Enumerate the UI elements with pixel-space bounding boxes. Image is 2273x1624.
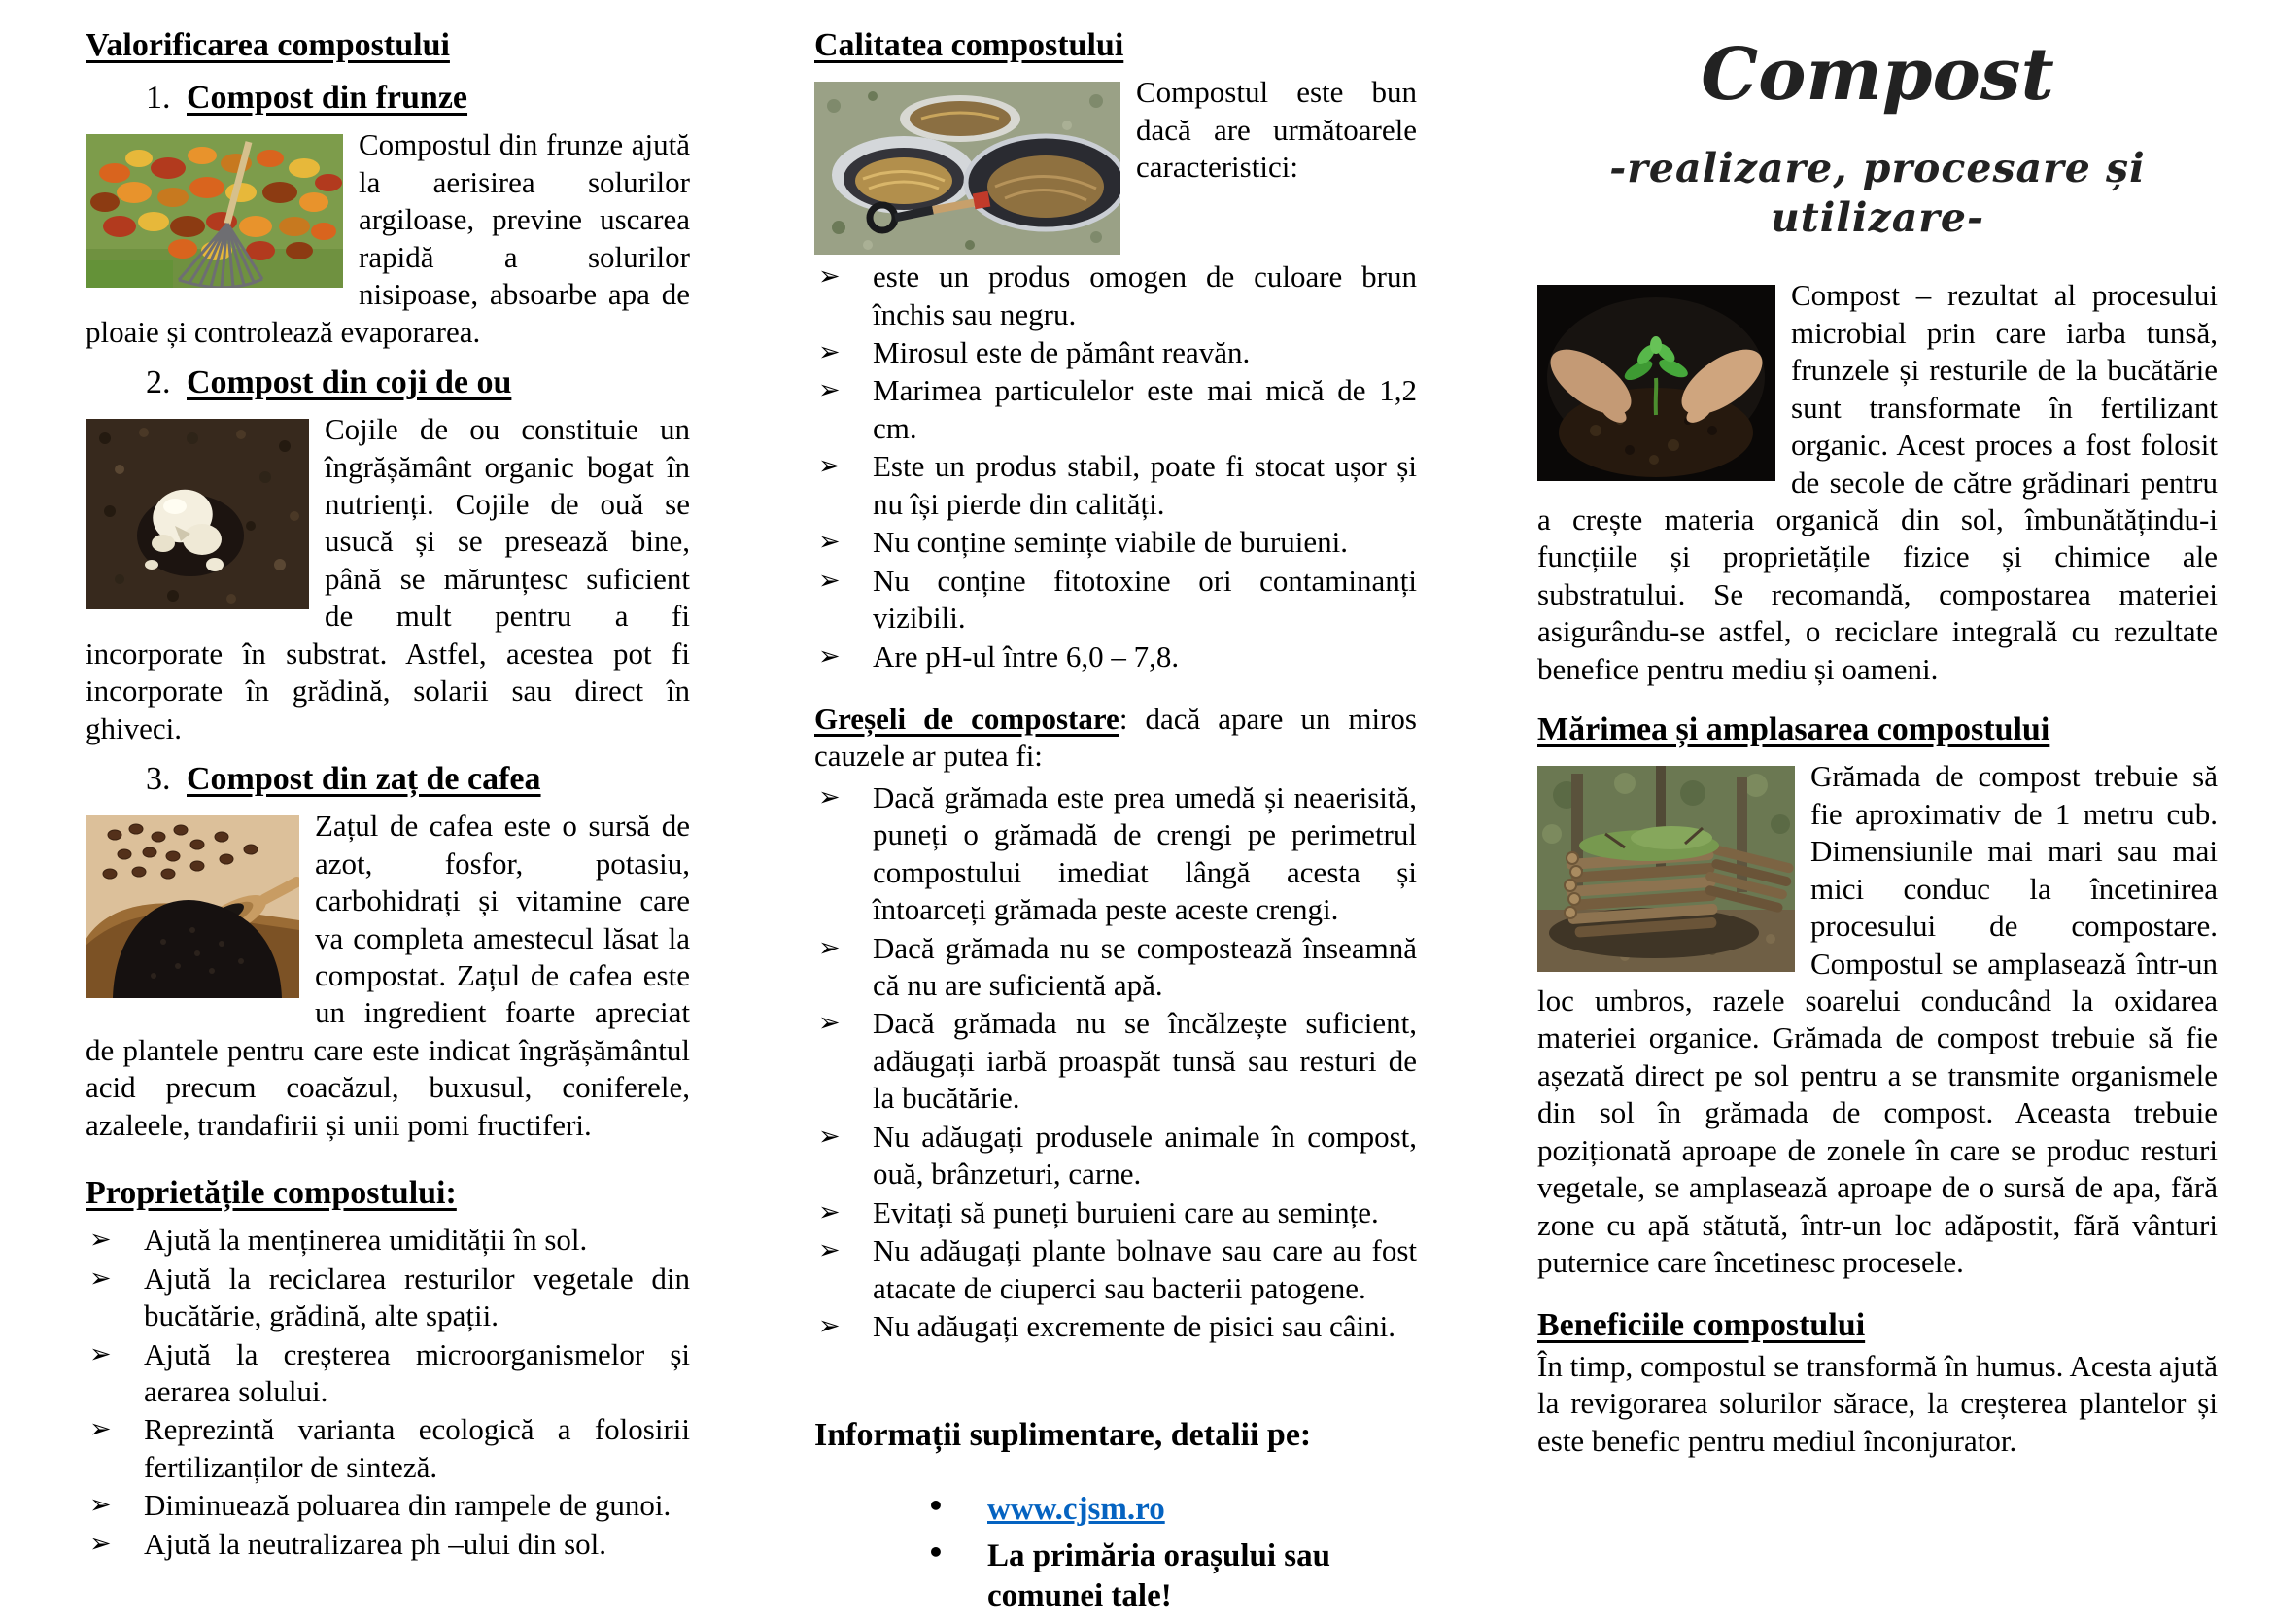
cjsm-link[interactable]: www.cjsm.ro: [987, 1491, 1165, 1527]
list-item: ➢ Dacă grămada nu se încălzește suficient, adăugați iarbă proaspăt tunsă sau resturi de la bucătărie.: [814, 1005, 1417, 1117]
arrow-bullet: ➢: [818, 1196, 841, 1227]
list-item: ➢ Nu conține fitotoxine ori contaminanți vizibili.: [814, 563, 1417, 638]
quality-list: [814, 259, 1417, 675]
hands-seedling-photo: [1537, 285, 1775, 481]
arrow-bullet: ➢: [89, 1262, 112, 1294]
info-primarie-item: [927, 1537, 1417, 1616]
arrow-bullet: ➢: [818, 337, 841, 368]
arrow-bullet: ➢: [818, 375, 841, 406]
arrow-bullet: ➢: [818, 1235, 841, 1266]
cafea-paragraph: [86, 808, 690, 1144]
arrow-bullet: ➢: [818, 261, 841, 293]
list-item: ➢ Dacă grămada nu se compostează înseamnă că nu are suficientă apă.: [814, 930, 1417, 1005]
paragraph-text: Compost – rezultat al procesului microbial prin care iarba tunsă, frunzele și resturile de la bucătărie sunt transformate în fertilizant organic. Acest proces a fost folosit de secole de către grădinari pentru a crește materia organică din sol, îmbunătățindu-i funcțiile și proprietățile fizice și chimice ale substratului. Se recomandă, compostarea materiei asigurându-se astfel, o reciclare integrală cu rezultate benefice pentru mediu și oameni.: [1537, 278, 2218, 686]
wooden-compost-crib-photo: [1537, 766, 1795, 972]
compost-intro-paragraph: [1537, 277, 2218, 688]
info-link-item: [927, 1490, 1417, 1530]
arrow-bullet: ➢: [818, 932, 841, 963]
list-item: ➢ Dacă grămada este prea umedă și neaerisită, puneți o grămadă de crengi pe perimetrul compostului imediat lângă acesta și întoarceți grămada peste aceste crengi.: [814, 779, 1417, 929]
list-item: ➢ Nu adăugați produsele animale în compost, ouă, brânzeturi, carne.: [814, 1119, 1417, 1193]
arrow-bullet: ➢: [818, 640, 841, 672]
list-item: ➢ Ajută la menținerea umidității în sol.: [86, 1222, 690, 1259]
list-item: ➢ Nu conține semințe viabile de buruieni.: [814, 524, 1417, 561]
item-title: Compost din zaț de cafea: [187, 761, 541, 798]
arrow-bullet: ➢: [89, 1338, 112, 1369]
arrow-bullet: ➢: [818, 565, 841, 596]
item-title: Compost din frunze: [187, 80, 468, 117]
arrow-bullet: ➢: [89, 1528, 112, 1559]
paragraph-text: Compostul este bun dacă are următoarele caracteristici:: [1136, 75, 1417, 185]
info-item-text: La primăria orașului sau comunei tale!: [987, 1538, 1330, 1614]
list-item: ➢ Evitați să puneți buruieni care au semințe.: [814, 1194, 1417, 1231]
arrow-bullet: ➢: [818, 781, 841, 812]
greseli-heading: Greșeli de compostare: [814, 701, 1119, 736]
arrow-bullet: ➢: [818, 1310, 841, 1341]
list-item: ➢ Ajută la reciclarea resturilor vegetale din bucătărie, grădină, alte spații.: [86, 1261, 690, 1335]
compost-bins-photo: [814, 82, 1120, 255]
list-item: ➢ Ajută la creșterea microorganismelor și aerarea solului.: [86, 1336, 690, 1411]
paragraph-text: În timp, compostul se transformă în humus. Acesta ajută la revigorarea solurilor sărace, la creșterea plantelor și este benefic pentru mediul înconjurator.: [1537, 1348, 2218, 1458]
list-item: ➢ Mirosul este de pământ reavăn.: [814, 334, 1417, 371]
item-number: 2.: [146, 363, 171, 400]
arrow-bullet: ➢: [89, 1414, 112, 1445]
arrow-bullet: ➢: [818, 1121, 841, 1152]
calitate-heading: Calitatea compostului: [814, 27, 1124, 63]
marimea-heading: Mărimea și amplasarea compostului: [1537, 711, 2050, 748]
frunze-paragraph: [86, 126, 690, 351]
valorificare-heading: Valorificarea compostului: [86, 27, 450, 63]
brochure-subtitle: -realizare, procesare și utilizare-: [1609, 144, 2146, 241]
marimea-paragraph: [1537, 758, 2218, 1281]
list-item: ➢ Are pH-ul între 6,0 – 7,8.: [814, 639, 1417, 675]
beneficii-paragraph: [1537, 1348, 2218, 1460]
coffee-grounds-photo: [86, 815, 299, 998]
paragraph-text: Cojile de ou constituie un îngrășământ organic bogat în nutrienți. Cojile de ouă se usucă și se presează bine, până se mărunțesc suficient de mult pentru a fi incorporate în substrat. Astfel, acestea pot fi incorporate în grădină, solarii sau direct în ghiveci.: [86, 412, 690, 745]
brochure-title: Compost: [1701, 33, 2054, 117]
list-item: ➢ este un produs omogen de culoare brun închis sau negru.: [814, 259, 1417, 333]
item-number: 1.: [146, 80, 171, 117]
left-column: [86, 25, 690, 1564]
autumn-leaves-photo: [86, 134, 343, 288]
arrow-bullet: ➢: [89, 1225, 112, 1256]
list-item: ➢ Ajută la neutralizarea ph –ului din sol.: [86, 1526, 690, 1563]
numbered-item-coji: [146, 363, 690, 403]
middle-column: [814, 25, 1417, 1624]
proprietati-heading: Proprietățile compostului:: [86, 1175, 457, 1212]
greseli-heading-paragraph: [814, 701, 1417, 776]
item-number: 3.: [146, 761, 171, 798]
eggshell-photo: [86, 419, 309, 609]
dot-bullet: •: [927, 1537, 945, 1570]
list-item: ➢ Reprezintă varianta ecologică a folosirii fertilizanților de sinteză.: [86, 1411, 690, 1486]
arrow-bullet: ➢: [89, 1490, 112, 1521]
coji-paragraph: [86, 411, 690, 747]
calitate-intro-paragraph: [814, 74, 1417, 186]
list-item: ➢ Nu adăugați excremente de pisici sau câini.: [814, 1308, 1417, 1345]
beneficii-heading: Beneficiile compostului: [1537, 1306, 1866, 1343]
paragraph-text: Grămada de compost trebuie să fie aproximativ de 1 metru cub. Dimensiunile mai mari sau mai mici conduc la încetinirea procesului de compostare. Compostul se amplasează într-un loc umbros, razele soarelui conducând la oxidarea materiei organice. Grămada de compost trebuie să fie așezată direct pe sol pentru a se transmite organismele din sol în grămada de compost. Aceasta trebuie poziționată aproape de zonele în care se produc resturi vegetale, se amplasează aproape de o sursă de apa, fără zone cu apă stătută, într-un loc adăpostit, fără vânturi puternice care încetinesc procesele.: [1537, 759, 2218, 1280]
paragraph-text: Compostul din frunze ajută la aerisirea solurilor argiloase, previne uscarea rapidă a solurilor nisipoase, absoarbe apa de ploaie și controlează evaporarea.: [86, 127, 690, 349]
properties-list: [86, 1222, 690, 1563]
list-item: ➢ Diminuează poluarea din rampele de gunoi.: [86, 1487, 690, 1524]
item-title: Compost din coji de ou: [187, 363, 512, 400]
paragraph-text: Zațul de cafea este o sursă de azot, fosfor, potasiu, carbohidrați și vitamine care va completa amestecul lăsat la compostat. Zațul de cafea este un ingredient foarte apreciat de plantele pentru care este indicat îngrășământul acid precum coacăzul, buxusul, coniferele, azaleele, trandafirii și unii pomi fructiferi.: [86, 809, 690, 1142]
list-item: ➢ Este un produs stabil, poate fi stocat ușor și nu își pierde din calități.: [814, 448, 1417, 523]
greseli-heading-suffix: : dacă apare un miros cauzele ar putea fi:: [814, 701, 1417, 774]
arrow-bullet: ➢: [818, 1008, 841, 1039]
dot-bullet: •: [927, 1489, 945, 1522]
right-column: [1537, 25, 2218, 1469]
mistakes-list: [814, 779, 1417, 1346]
list-item: ➢ Nu adăugați plante bolnave sau care au fost atacate de ciuperci sau bacterii patogene.: [814, 1232, 1417, 1307]
list-item: ➢ Marimea particulelor este mai mică de 1,2 cm.: [814, 372, 1417, 447]
arrow-bullet: ➢: [818, 451, 841, 482]
info-heading: Informații suplimentare, detalii pe:: [814, 1417, 1312, 1454]
numbered-item-cafea: [146, 759, 690, 800]
numbered-item-frunze: [146, 78, 690, 119]
arrow-bullet: ➢: [818, 527, 841, 558]
